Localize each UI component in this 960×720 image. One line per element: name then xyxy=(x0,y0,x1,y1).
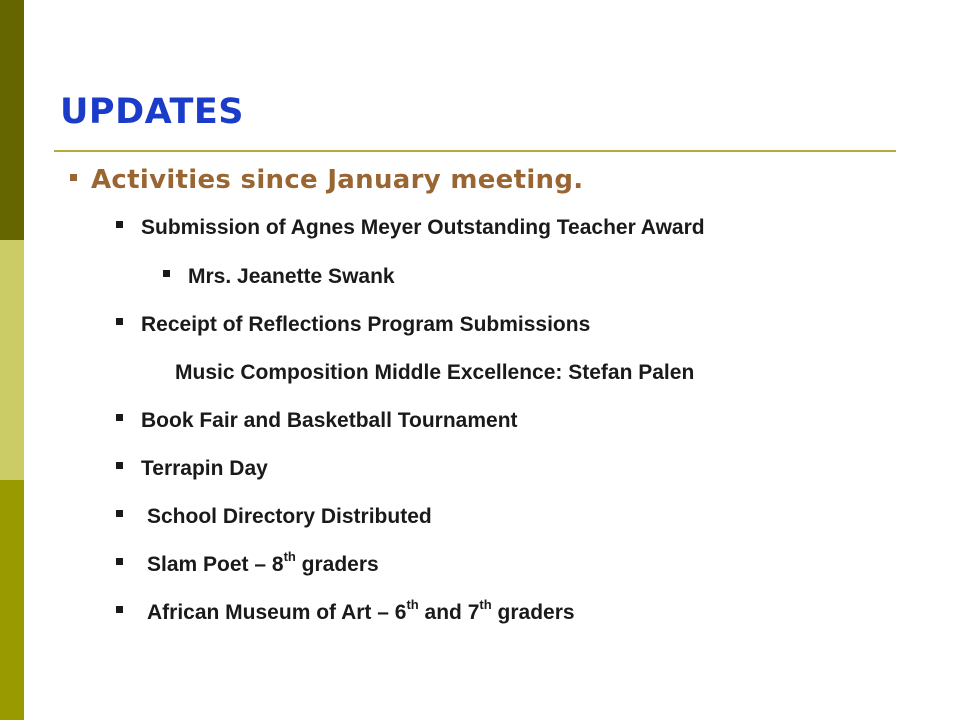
sidebar-accent xyxy=(0,0,24,720)
square-bullet-icon xyxy=(116,510,123,517)
list-item-agnes-award xyxy=(116,213,705,243)
list-item-text: Receipt of Reflections Program Submissions xyxy=(141,313,591,336)
sidebar-segment-light xyxy=(0,240,24,480)
list-item-text: Mrs. Jeanette Swank xyxy=(188,265,395,288)
list-item-text: School Directory Distributed xyxy=(147,505,432,528)
square-bullet-icon xyxy=(116,462,123,469)
square-bullet-icon xyxy=(116,221,123,228)
slam-text-b: graders xyxy=(295,553,379,576)
list-item-terrapin xyxy=(116,454,268,484)
list-item-museum xyxy=(116,598,575,628)
list-item-directory xyxy=(116,502,432,532)
square-bullet-icon xyxy=(116,414,123,421)
sidebar-segment-dark xyxy=(0,0,24,240)
list-item-text: Submission of Agnes Meyer Outstanding Teacher Award xyxy=(141,216,705,239)
list-item-swank xyxy=(163,262,395,292)
slide-title: UPDATES xyxy=(60,92,244,132)
list-item-text: Terrapin Day xyxy=(141,457,268,480)
subtitle-bullet xyxy=(70,160,583,200)
square-bullet-icon xyxy=(116,606,123,613)
square-bullet-icon xyxy=(70,174,77,181)
museum-text-c: graders xyxy=(491,601,575,624)
ordinal-suffix: th xyxy=(283,549,296,564)
list-item-text xyxy=(141,598,575,628)
subtitle-text: Activities since January meeting. xyxy=(91,165,584,195)
square-bullet-icon xyxy=(116,558,123,565)
square-bullet-icon xyxy=(163,270,170,277)
sidebar-segment-mid xyxy=(0,480,24,720)
list-item-book-fair xyxy=(116,406,518,436)
music-composition-line: Music Composition Middle Excellence: Stefan Palen xyxy=(175,361,695,384)
list-item-text: Book Fair and Basketball Tournament xyxy=(141,409,518,432)
square-bullet-icon xyxy=(116,318,123,325)
museum-text-b: and 7 xyxy=(418,601,480,624)
list-item-text xyxy=(141,550,379,580)
list-item-slam-poet xyxy=(116,550,379,580)
slam-text-a: Slam Poet – 8 xyxy=(147,553,284,576)
museum-text-a: African Museum of Art – 6 xyxy=(147,601,407,624)
ordinal-suffix: th xyxy=(479,597,492,612)
title-divider xyxy=(54,150,896,152)
ordinal-suffix: th xyxy=(406,597,419,612)
list-item-reflections xyxy=(116,310,590,340)
